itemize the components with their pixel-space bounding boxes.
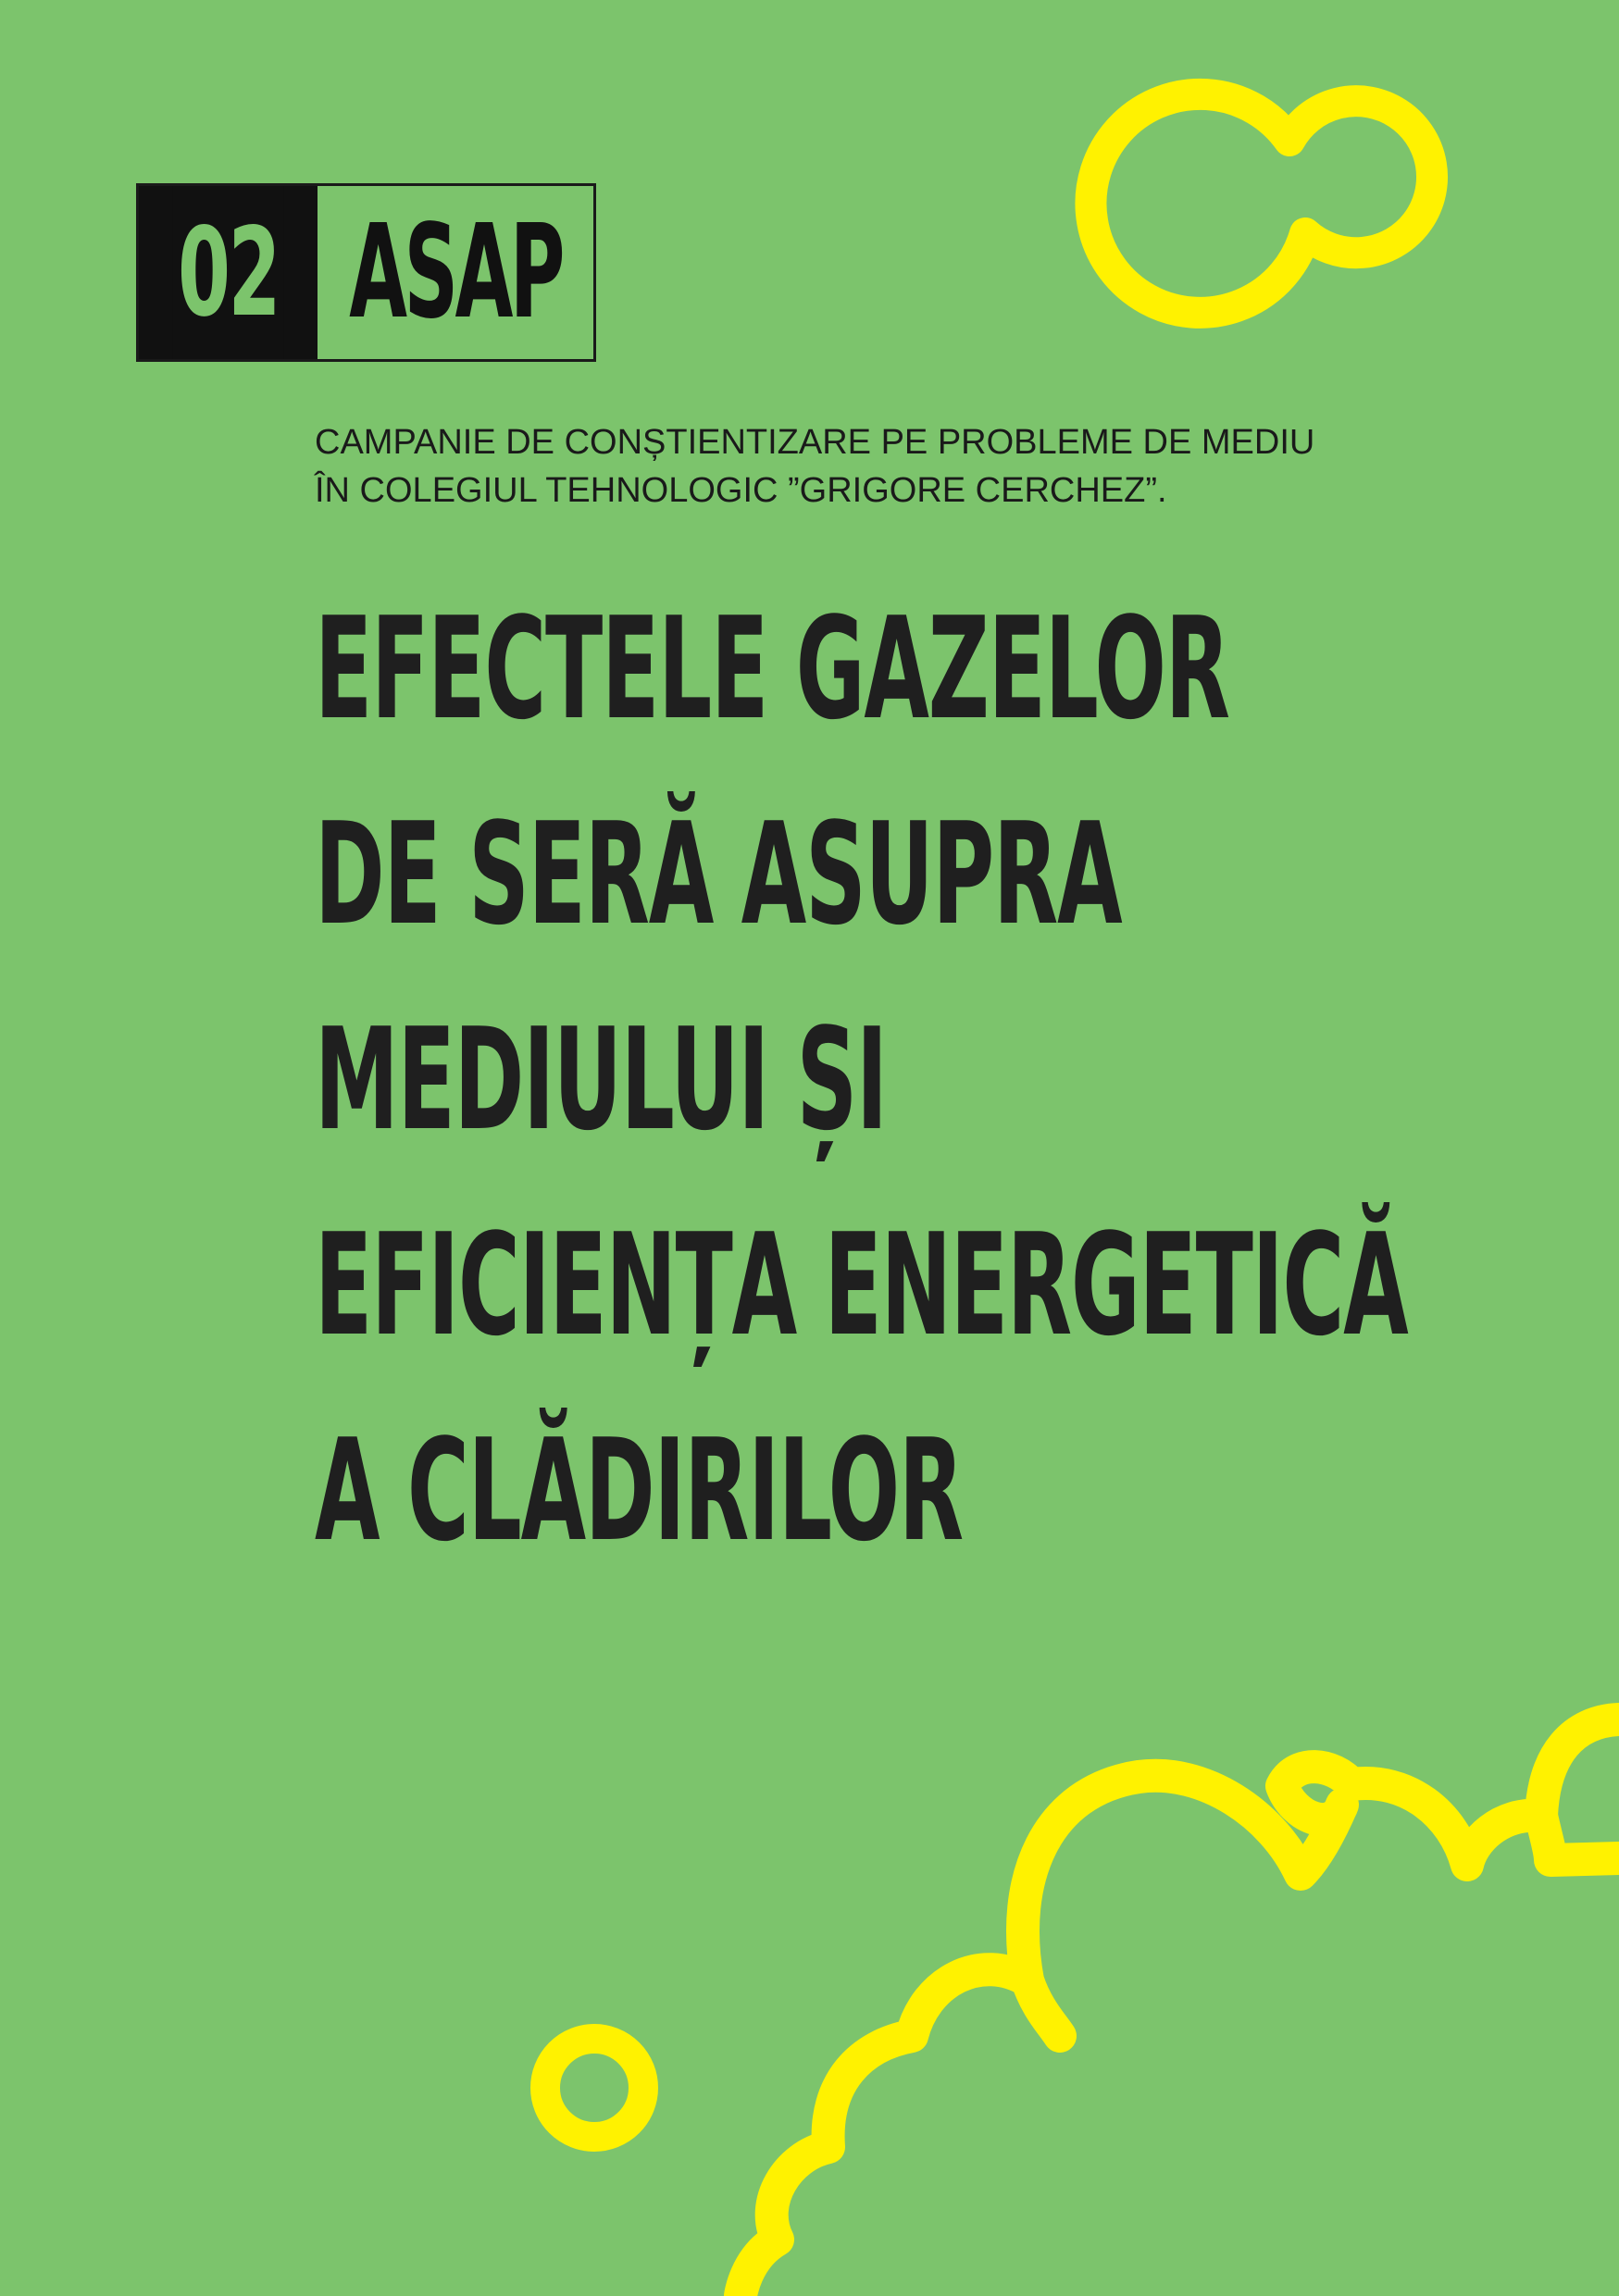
cloud-outline-icon [741, 1719, 1619, 2296]
campaign-subtitle [315, 418, 1518, 515]
series-badge [136, 183, 596, 362]
badge-word-box [318, 186, 593, 359]
headline-line-3: MEDIULUI ȘI [315, 998, 887, 1161]
headline-line-2: DE SERĂ ASUPRA [315, 792, 1122, 956]
subtitle-line-2: ÎN COLEGIUL TEHNOLOGIC ”GRIGORE CERCHEZ”. [315, 471, 1167, 510]
cloud-ring-icon [1090, 94, 1432, 313]
headline-line-1: EFECTELE GAZELOR [315, 587, 1229, 751]
headline-line-5: A CLĂDIRILOR [315, 1409, 963, 1572]
subtitle-line-1: CAMPANIE DE CONȘTIENTIZARE PE PROBLEME DE MEDIU [315, 423, 1315, 462]
small-ring-icon [545, 2039, 643, 2137]
badge-number-box [139, 186, 318, 359]
headline [315, 566, 1619, 1594]
badge-word: ASAP [349, 197, 562, 348]
headline-line-4: EFICIENȚA ENERGETICĂ [315, 1203, 1408, 1367]
badge-number: 02 [173, 186, 284, 359]
